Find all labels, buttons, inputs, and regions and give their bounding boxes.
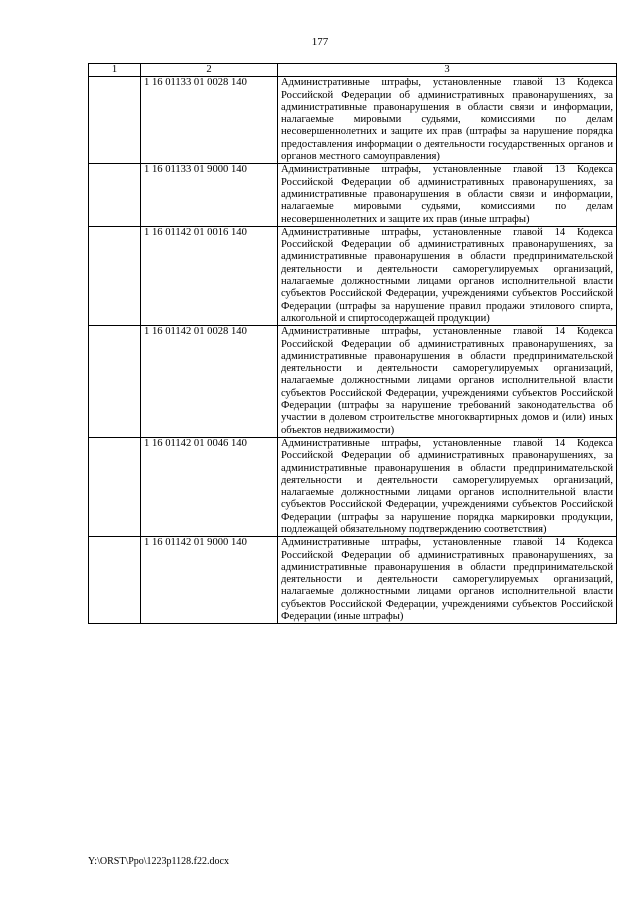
classification-code: 1 16 01133 01 9000 140: [141, 164, 278, 226]
table-row: [89, 226, 617, 325]
header-col-1: 1: [89, 64, 141, 77]
code-description: Административные штрафы, установленные главой 13 Кодекса Российской Федерации об административных правонарушениях, за административные правонарушения в области связи и информации, налагаемые мировыми судьями, комиссиями по делам несовершеннолетних и защите их прав (штрафы за нарушение порядка предоставления информации о деятельности государственных органов и органов местного самоуправления): [278, 77, 617, 164]
row-number-cell: [89, 164, 141, 226]
document-file-path: Y:\ORST\Ppo\1223p1128.f22.docx: [88, 856, 229, 867]
page-number: 177: [311, 36, 329, 48]
code-description: Административные штрафы, установленные главой 13 Кодекса Российской Федерации об административных правонарушениях, за административные правонарушения в области связи и информации, налагаемые мировыми судьями, комиссиями по делам несовершеннолетних и защите их прав (иные штрафы): [278, 164, 617, 226]
row-number-cell: [89, 77, 141, 164]
row-number-cell: [89, 226, 141, 325]
classification-code: 1 16 01142 01 9000 140: [141, 537, 278, 624]
table-row: [89, 326, 617, 438]
row-number-cell: [89, 326, 141, 438]
budget-classification-table: [88, 63, 617, 624]
header-col-3: 3: [278, 64, 617, 77]
table-row: [89, 77, 617, 164]
table-row: [89, 164, 617, 226]
row-number-cell: [89, 537, 141, 624]
table-header-row: [89, 64, 617, 77]
code-description: Административные штрафы, установленные главой 14 Кодекса Российской Федерации об административных правонарушениях, за административные правонарушения в области предпринимательской деятельности и деятельности саморегулируемых организаций, налагаемые должностными лицами органов исполнительной власти субъектов Российской Федерации, учреждениями субъектов Российской Федерации (штрафы за нарушение порядка маркировки продукции, подлежащей обязательному подтверждению соответствия): [278, 437, 617, 536]
table-row: [89, 537, 617, 624]
header-col-2: 2: [141, 64, 278, 77]
classification-code: 1 16 01142 01 0028 140: [141, 326, 278, 438]
code-description: Административные штрафы, установленные главой 14 Кодекса Российской Федерации об административных правонарушениях, за административные правонарушения в области предпринимательской деятельности и деятельности саморегулируемых организаций, налагаемые должностными лицами органов исполнительной власти субъектов Российской Федерации, учреждениями субъектов Российской Федерации (штрафы за нарушение правил продажи этилового спирта, алкогольной и спиртосодержащей продукции): [278, 226, 617, 325]
code-description: Административные штрафы, установленные главой 14 Кодекса Российской Федерации об административных правонарушениях, за административные правонарушения в области предпринимательской деятельности и деятельности саморегулируемых организаций, налагаемые должностными лицами органов исполнительной власти субъектов Российской Федерации, учреждениями субъектов Российской Федерации (иные штрафы): [278, 537, 617, 624]
code-description: Административные штрафы, установленные главой 14 Кодекса Российской Федерации об административных правонарушениях, за административные правонарушения в области предпринимательской деятельности и деятельности саморегулируемых организаций, налагаемые должностными лицами органов исполнительной власти субъектов Российской Федерации, учреждениями субъектов Российской Федерации (штрафы за нарушение требований законодательства об участии в долевом строительстве многоквартирных домов и (или) иных объектов недвижимости): [278, 326, 617, 438]
classification-code: 1 16 01142 01 0046 140: [141, 437, 278, 536]
classification-code: 1 16 01133 01 0028 140: [141, 77, 278, 164]
table-row: [89, 437, 617, 536]
row-number-cell: [89, 437, 141, 536]
classification-code: 1 16 01142 01 0016 140: [141, 226, 278, 325]
